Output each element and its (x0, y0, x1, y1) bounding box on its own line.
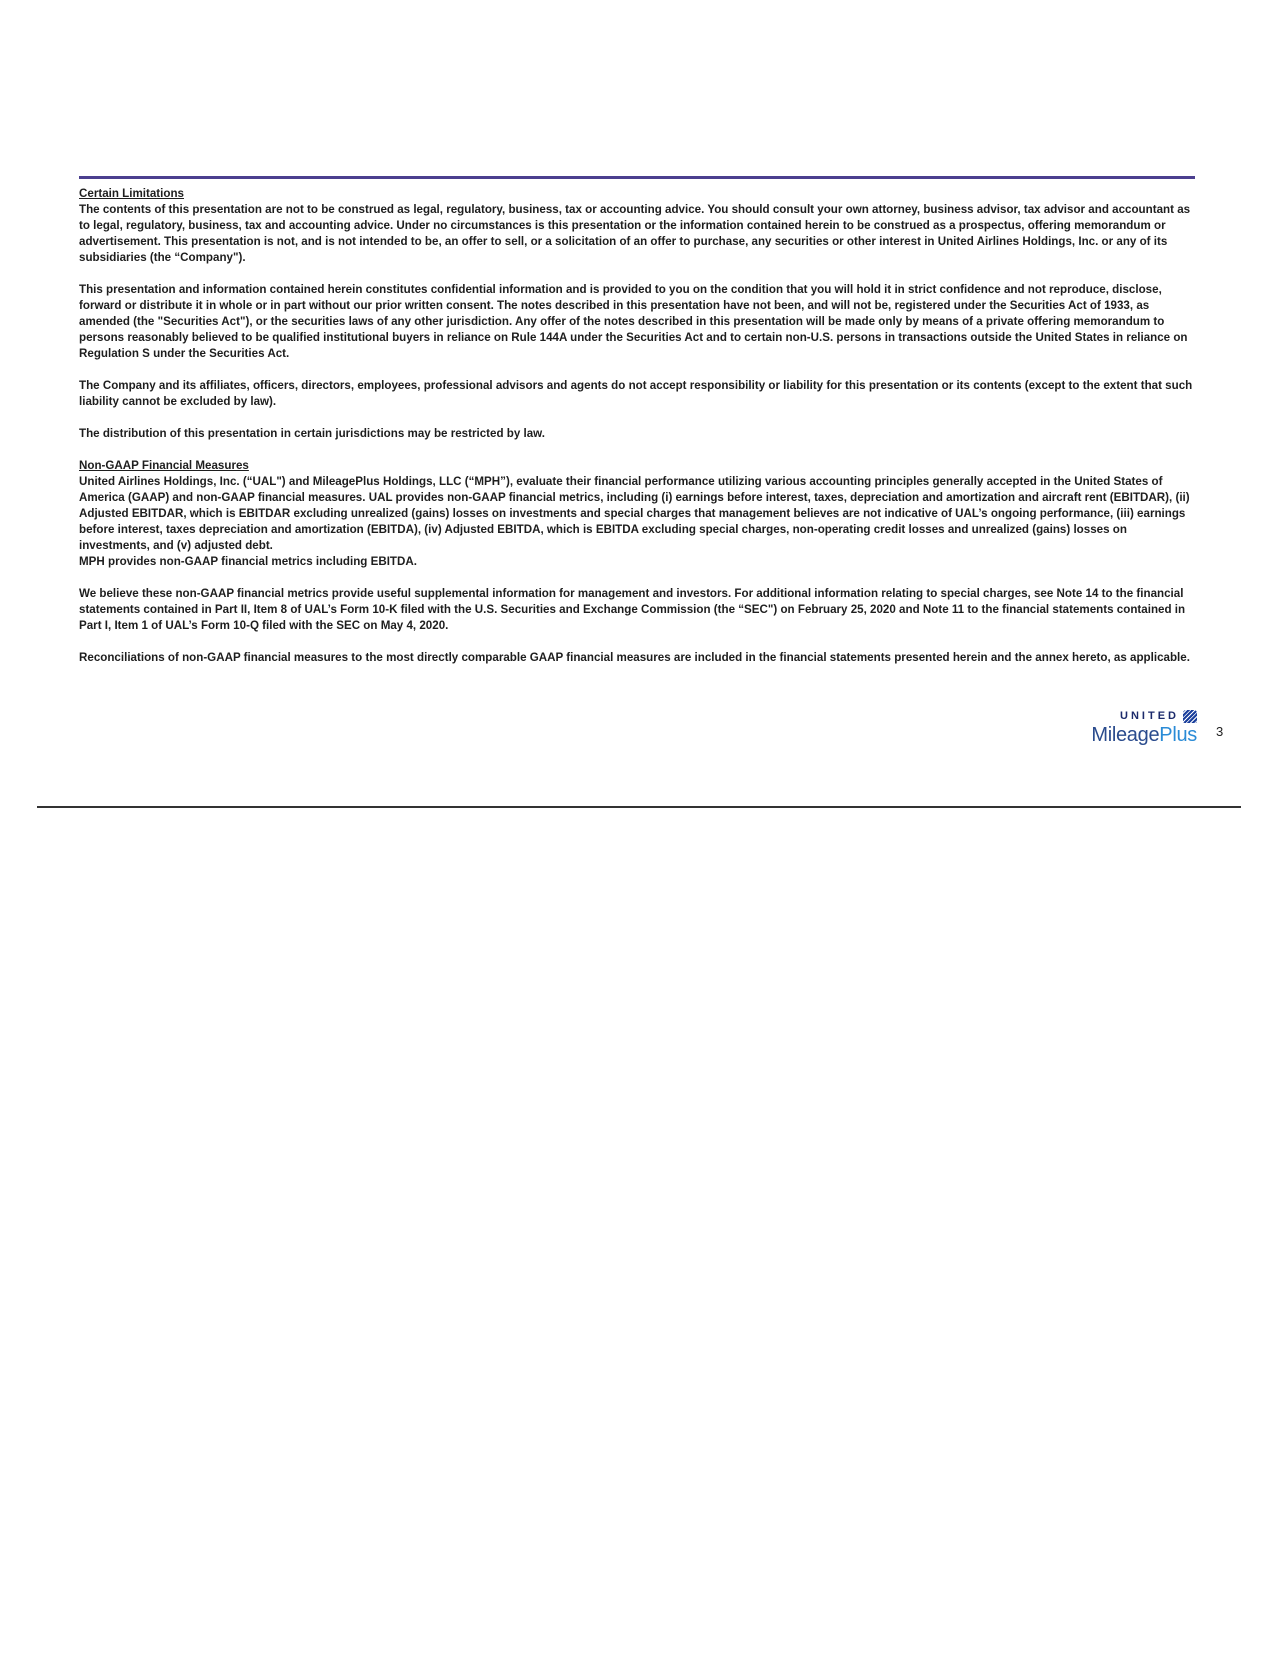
paragraph: This presentation and information contained herein constitutes confidential information and is provided to you on the condition that you will hold it in strict confidence and not reproduce, disclose, forward or distribute it in whole or in part without our prior written consent. The notes described in this presentation have not been, and will not be, registered under the Securities Act of 1933, as amended (the "Securities Act"), or the securities laws of any other jurisdiction. Any offer of the notes described in this presentation will be made only by means of a private offering memorandum to persons reasonably believed to be qualified institutional buyers in reliance on Rule 144A under the Securities Act and to certain non-U.S. persons in transactions outside the United States in reliance on Regulation S under the Securities Act. (79, 283, 1188, 360)
mileage-text: Mileage (1091, 724, 1160, 746)
united-wordmark (1120, 710, 1197, 723)
header-divider (79, 176, 1195, 179)
united-text: UNITED (1120, 710, 1179, 722)
section-certain-limitations (79, 186, 1195, 442)
section-heading: Non-GAAP Financial Measures (79, 459, 249, 472)
united-mileageplus-logo (1082, 706, 1197, 746)
paragraph: The distribution of this presentation in certain jurisdictions may be restricted by law. (79, 427, 545, 440)
plus-text: Plus (1159, 724, 1197, 746)
paragraph: The contents of this presentation are not to be construed as legal, regulatory, business, tax or accounting advice. You should consult your own attorney, business advisor, tax advisor and accountant as to legal, regulatory, business, tax and accounting advice. Under no circumstances is this presentation or the information contained herein to be construed as a prospectus, offering memorandum or advertisement. This presentation is not, and is not intended to be, an offer to sell, or a solicitation of an offer to purchase, any securities or other interest in United Airlines Holdings, Inc. or any of its subsidiaries (the “Company"). (79, 203, 1191, 264)
globe-icon (1183, 710, 1197, 723)
section-non-gaap (79, 458, 1195, 666)
page-separator (37, 806, 1241, 808)
paragraph: We believe these non-GAAP financial metrics provide useful supplemental information for management and investors. For additional information relating to special charges, see Note 14 to the financial statements contained in Part II, Item 8 of UAL’s Form 10-K filed with the U.S. Securities and Exchange Commission (the “SEC") on February 25, 2020 and Note 11 to the financial statements contained in Part I, Item 1 of UAL’s Form 10-Q filed with the SEC on May 4, 2020. (79, 587, 1186, 632)
section-heading: Certain Limitations (79, 187, 185, 200)
paragraph: United Airlines Holdings, Inc. (“UAL") and MileagePlus Holdings, LLC (“MPH”), evaluate their financial performance utilizing various accounting principles generally accepted in the United States of America (GAAP) and non-GAAP financial measures. UAL provides non-GAAP financial metrics, including (i) earnings before interest, taxes, depreciation and amortization and aircraft rent (EBITDAR), (ii) Adjusted EBITDAR, which is EBITDAR excluding unrealized (gains) losses on investments and special charges that management believes are not indicative of UAL’s ongoing performance, (iii) earnings before interest, taxes depreciation and amortization (EBITDA), (iv) Adjusted EBITDA, which is EBITDA excluding special charges, non-operating credit losses and unrealized (gains) losses on investments, and (v) adjusted debt. (79, 475, 1190, 552)
page-number: 3 (1216, 724, 1224, 739)
mileageplus-wordmark (1082, 724, 1197, 746)
paragraph: MPH provides non-GAAP financial metrics including EBITDA. (79, 555, 417, 568)
paragraph: Reconciliations of non-GAAP financial measures to the most directly comparable GAAP financial measures are included in the financial statements presented herein and the annex hereto, as applicable. (79, 651, 1190, 664)
disclaimer-content (79, 186, 1195, 682)
paragraph: The Company and its affiliates, officers, directors, employees, professional advisors and agents do not accept responsibility or liability for this presentation or its contents (except to the extent that such liability cannot be excluded by law). (79, 379, 1193, 408)
slide-page (0, 0, 1280, 800)
